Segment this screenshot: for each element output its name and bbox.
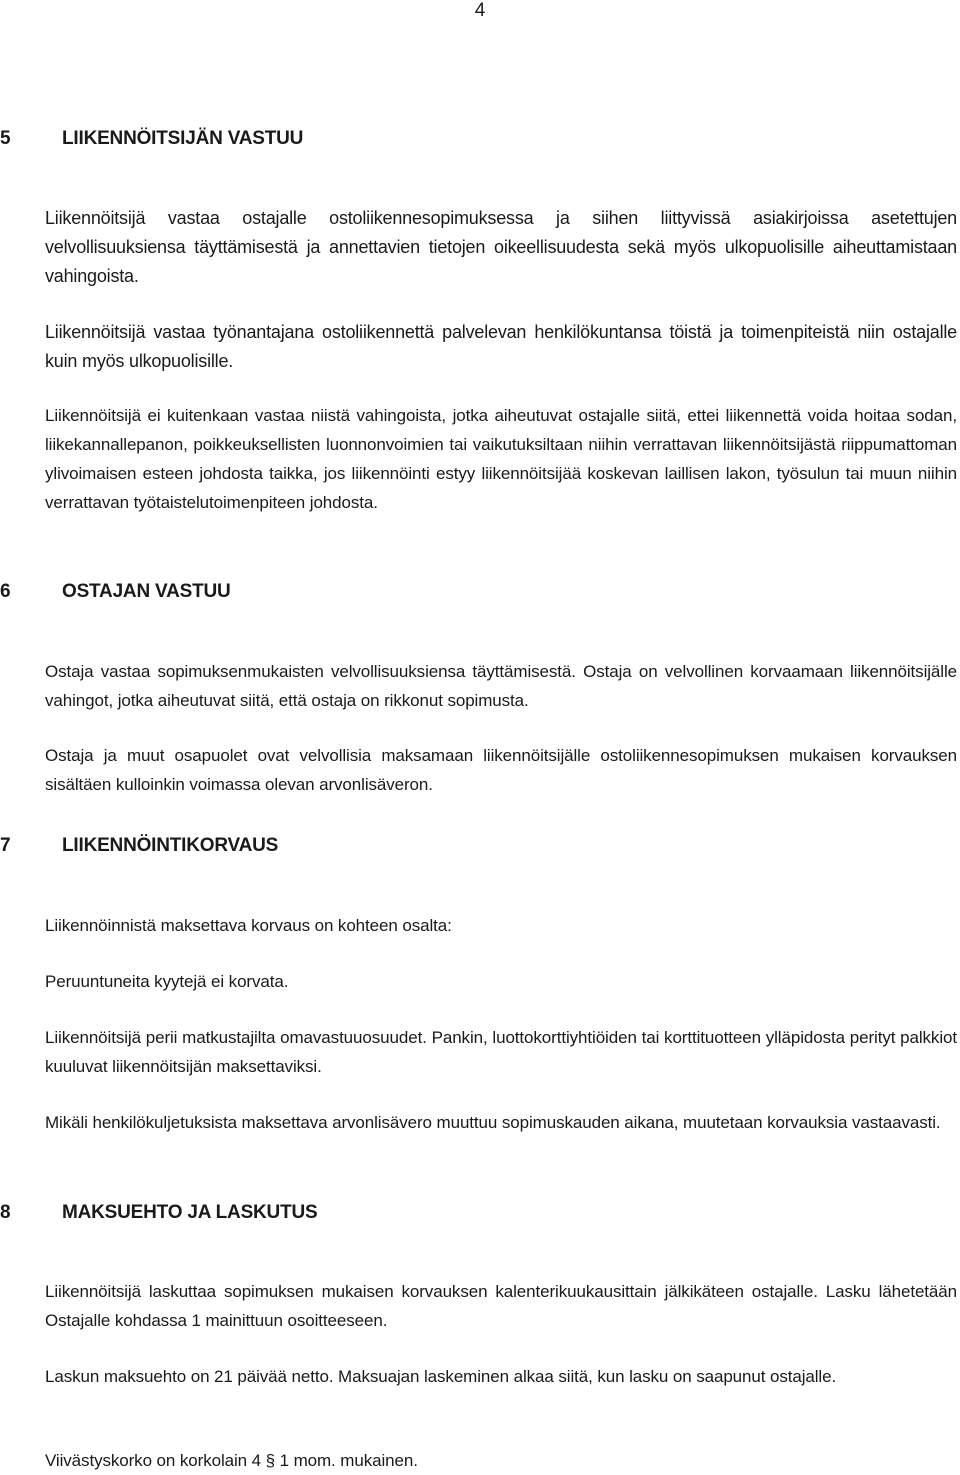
paragraph: Liikennöitsijä ei kuitenkaan vastaa niistä vahingoista, jotka aiheutuvat ostajalle siitä, ettei liikennettä voida hoitaa sodan, liikekannallepanon, poikkeuksellisten luonnonvoimien tai vaikutuksiltaan niihin verrattavan liikennöitsijästä riippumattoman ylivoimaisen esteen johdosta taikka, jos liikennöinti estyy liikennöitsijää koskevan laillisen lakon, työsulun tai muun niihin verrattavan työtaistelutoimenpiteen johdosta. [45,406,957,512]
paragraph: Liikennöitsijä vastaa ostajalle ostoliikennesopimuksessa ja siihen liittyvissä asiakirjoissa asetettujen velvollisuuksiensa täyttämisestä ja annettavien tietojen oikeellisuudesta sekä myös ulkopuolisille aiheuttamistaan vahingoista. [45,208,957,286]
section-title: LIIKENNÖITSIJÄN VASTUU [62,128,304,149]
page-number: 4 [474,0,486,21]
section-number: 8 [0,1202,11,1223]
paragraph: Liikennöitsijä laskuttaa sopimuksen mukaisen korvauksen kalenterikuukausittain jälkikäteen ostajalle. Lasku lähetetään Ostajalle kohdassa 1 mainittuun osoitteeseen. [45,1282,957,1330]
paragraph: Liikennöinnistä maksettava korvaus on kohteen osalta: [45,916,452,935]
paragraph: Mikäli henkilökuljetuksista maksettava arvonlisävero muuttuu sopimuskauden aikana, muutetaan korvauksia vastaavasti. [45,1113,941,1132]
section-title: MAKSUEHTO JA LASKUTUS [62,1202,318,1223]
paragraph: Liikennöitsijä perii matkustajilta omavastuuosuudet. Pankin, luottokorttiyhtiöiden tai korttituotteen ylläpidosta perityt palkkiot kuuluvat liikennöitsijän maksettaviksi. [45,1028,957,1076]
paragraph: Laskun maksuehto on 21 päivää netto. Maksuajan laskeminen alkaa siitä, kun lasku on saapunut ostajalle. [45,1367,837,1386]
section-title: LIIKENNÖINTIKORVAUS [62,835,279,856]
section-number: 7 [0,835,11,856]
section-number: 5 [0,128,11,149]
paragraph: Peruuntuneita kyytejä ei korvata. [45,972,289,991]
paragraph: Liikennöitsijä vastaa työnantajana ostoliikennettä palvelevan henkilökuntansa töistä ja toimenpiteistä niin ostajalle kuin myös ulkopuolisille. [45,322,957,371]
section-number: 6 [0,581,11,602]
paragraph: Viivästyskorko on korkolain 4 § 1 mom. mukainen. [45,1451,418,1470]
section-title: OSTAJAN VASTUU [62,581,231,602]
paragraph: Ostaja vastaa sopimuksenmukaisten velvollisuuksiensa täyttämisestä. Ostaja on velvollinen korvaamaan liikennöitsijälle vahingot, jotka aiheutuvat siitä, että ostaja on rikkonut sopimusta. [45,662,957,710]
paragraph: Ostaja ja muut osapuolet ovat velvollisia maksamaan liikennöitsijälle ostoliikennesopimuksen mukaisen korvauksen sisältäen kulloinkin voimassa olevan arvonlisäveron. [45,746,957,794]
